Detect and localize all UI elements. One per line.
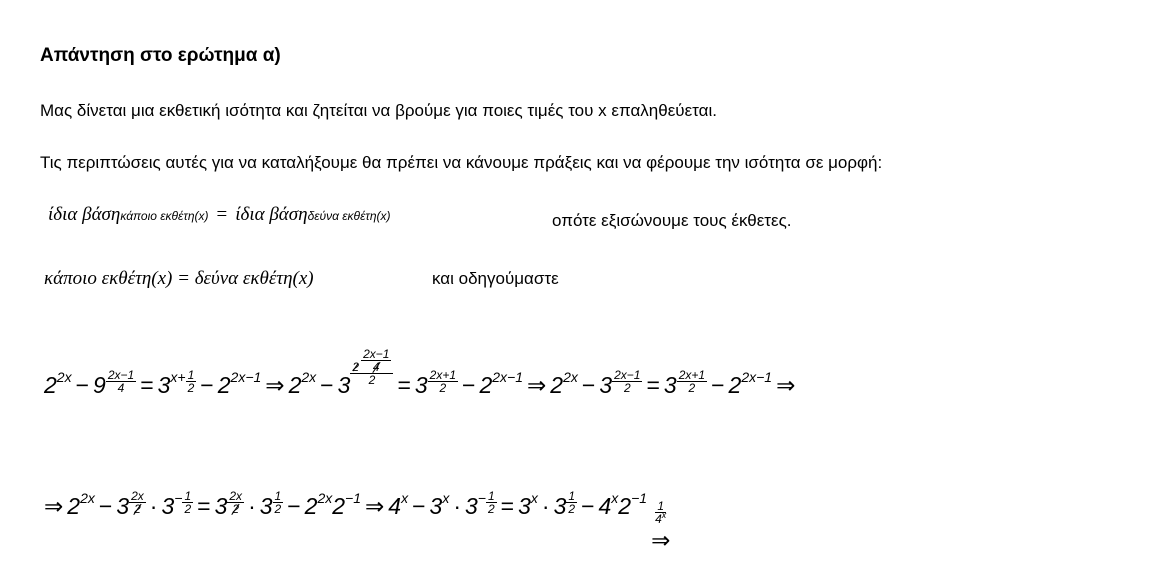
numerator: 1 [184, 489, 192, 503]
term: 3 [214, 493, 228, 519]
term: 3 [157, 372, 171, 398]
fraction-exponent [106, 369, 136, 394]
minus-sign: − [711, 372, 725, 398]
exponent: x [611, 490, 619, 506]
exponent-sign: − [477, 490, 486, 506]
minus-sign: − [287, 493, 301, 519]
term: 3 [553, 493, 567, 519]
implies-arrow: ⇒ [527, 372, 547, 398]
dot-operator: · [248, 493, 256, 519]
implies-arrow: ⇒ [365, 493, 385, 519]
base-left: ίδια βάση [48, 204, 121, 225]
minus-sign: − [98, 493, 113, 519]
exponent: 2x−1 [230, 369, 262, 385]
exponent: 2x [80, 490, 95, 506]
numerator [350, 348, 393, 374]
exponent: 2x [56, 369, 72, 385]
numerator: 1 [187, 368, 195, 382]
denominator: 2 [184, 502, 192, 516]
denominator: 2 [688, 381, 696, 395]
minus-sign: − [412, 493, 426, 519]
general-form-formula [48, 204, 390, 226]
term: 2 [217, 372, 231, 398]
exponent: 2x [301, 369, 317, 385]
denominator: 4 [372, 360, 380, 374]
term: 9 [93, 372, 106, 398]
equation-line-1 [44, 347, 799, 408]
minus-sign: − [581, 493, 595, 519]
term: 2 [728, 372, 742, 398]
exponent: 2x [563, 369, 578, 385]
term: 2 [288, 372, 302, 398]
term: 3 [116, 493, 130, 519]
nested-fraction-exponent [350, 348, 393, 386]
term: 2 [479, 372, 493, 398]
denominator: 2 [232, 502, 240, 516]
exponent: x [442, 490, 450, 506]
numerator: 1 [657, 499, 665, 513]
fraction-exponent [612, 369, 642, 394]
fraction-exponent [677, 369, 707, 394]
numerator: 2x+1 [429, 368, 457, 382]
exponent: −1 [345, 490, 362, 506]
term: 3 [599, 372, 613, 398]
term: 3 [337, 372, 351, 398]
term: 3 [429, 493, 443, 519]
numerator: 2x−1 [107, 368, 135, 382]
fraction-exponent [566, 490, 577, 515]
equals-sign: = [216, 204, 228, 225]
exponent: x [530, 490, 538, 506]
numerator: 2x [229, 489, 243, 503]
form-paragraph: Τις περιπτώσεις αυτές για να καταλήξουμε θα πρέπει να κάνουμε πράξεις και να φέρουμε την ισότητα σε μορφή: [40, 153, 883, 172]
term: 3 [663, 372, 677, 398]
fraction-exponent [486, 490, 497, 515]
numerator: 1 [274, 489, 282, 503]
fraction-exponent [129, 490, 146, 515]
term: 2 [550, 372, 564, 398]
minus-sign: − [320, 372, 334, 398]
fraction-exponent [273, 490, 284, 515]
implies-arrow: ⇒ [776, 372, 796, 398]
term: 2 [618, 493, 632, 519]
term: 4 [655, 512, 662, 526]
exponent: x+ [170, 369, 186, 385]
formula2-comment: και οδηγούμαστε [432, 269, 559, 288]
numerator: 2x+1 [678, 368, 706, 382]
equals-sign: = [397, 372, 411, 398]
answer-heading: Απάντηση στο ερώτημα α) [40, 45, 281, 66]
exponent: 2x−1 [492, 369, 524, 385]
denominator [653, 510, 668, 526]
minus-sign: − [581, 372, 596, 398]
minus-sign: − [200, 372, 214, 398]
fraction-exponent [428, 369, 458, 394]
cancelled-digit: 2 [352, 360, 360, 374]
term: 2 [332, 493, 346, 519]
numerator: 2x−1 [363, 347, 390, 361]
numerator: 2x−1 [614, 368, 641, 382]
implies-arrow: ⇒ [651, 527, 671, 553]
implies-arrow: ⇒ [265, 372, 285, 398]
denominator: 2 [274, 502, 282, 516]
minus-sign: − [75, 372, 90, 398]
denominator: 2 [439, 381, 447, 395]
term: 3 [465, 493, 478, 519]
multiplier-fraction [653, 500, 668, 526]
numerator: 1 [487, 489, 495, 503]
term: 4 [388, 493, 402, 519]
denominator: 2 [568, 502, 576, 516]
term: 2 [44, 372, 57, 398]
term: 3 [161, 493, 175, 519]
term: 2 [304, 493, 318, 519]
equals-sign: = [500, 493, 515, 519]
denominator: 2 [487, 502, 495, 516]
numerator: 1 [568, 489, 576, 503]
term: 3 [518, 493, 531, 519]
equals-sign: = [197, 493, 211, 519]
equals-sign: = [646, 372, 660, 398]
intro-paragraph: Μας δίνεται μια εκθετική ισότητα και ζητείται να βρούμε για ποιες τιμές του x επαληθεύεται. [40, 101, 717, 120]
term: 2 [67, 493, 81, 519]
fraction-exponent [186, 369, 197, 394]
equals-sign: = [140, 372, 154, 398]
denominator: 2 [368, 373, 376, 387]
dot-operator: · [149, 493, 158, 519]
exponent-equation: κάποιο εκθέτη(x) = δεύνα εκθέτη(x) [44, 268, 314, 289]
denominator: 4 [117, 381, 125, 395]
fraction-exponent [182, 490, 193, 515]
exponent: 2x−1 [741, 369, 773, 385]
inner-fraction [361, 348, 391, 373]
dot-operator: · [541, 493, 550, 519]
formula1-comment: οπότε εξισώνουμε τους έκθετες. [552, 211, 792, 230]
exponent: 2x [317, 490, 333, 506]
base-right: ίδια βάση [235, 204, 308, 225]
exponent: x [661, 510, 667, 520]
exponent-sign: − [174, 490, 183, 506]
exponent-right: δεύνα εκθέτη(x) [307, 209, 391, 223]
implies-arrow: ⇒ [44, 493, 64, 519]
term: 3 [414, 372, 428, 398]
denominator: 2 [134, 502, 141, 516]
denominator: 2 [187, 381, 195, 395]
exponent: −1 [631, 490, 648, 506]
minus-sign: − [462, 372, 476, 398]
numerator: 2x [131, 489, 144, 503]
fraction-exponent [227, 490, 244, 515]
term: 3 [259, 493, 273, 519]
equation-line-2 [44, 489, 671, 553]
exponent: x [401, 490, 409, 506]
term: 4 [598, 493, 612, 519]
exponent-left: κάποιο εκθέτη(x) [120, 209, 209, 223]
implies-with-multiplier [651, 499, 671, 553]
dot-operator: · [453, 493, 461, 519]
denominator: 2 [623, 381, 631, 395]
